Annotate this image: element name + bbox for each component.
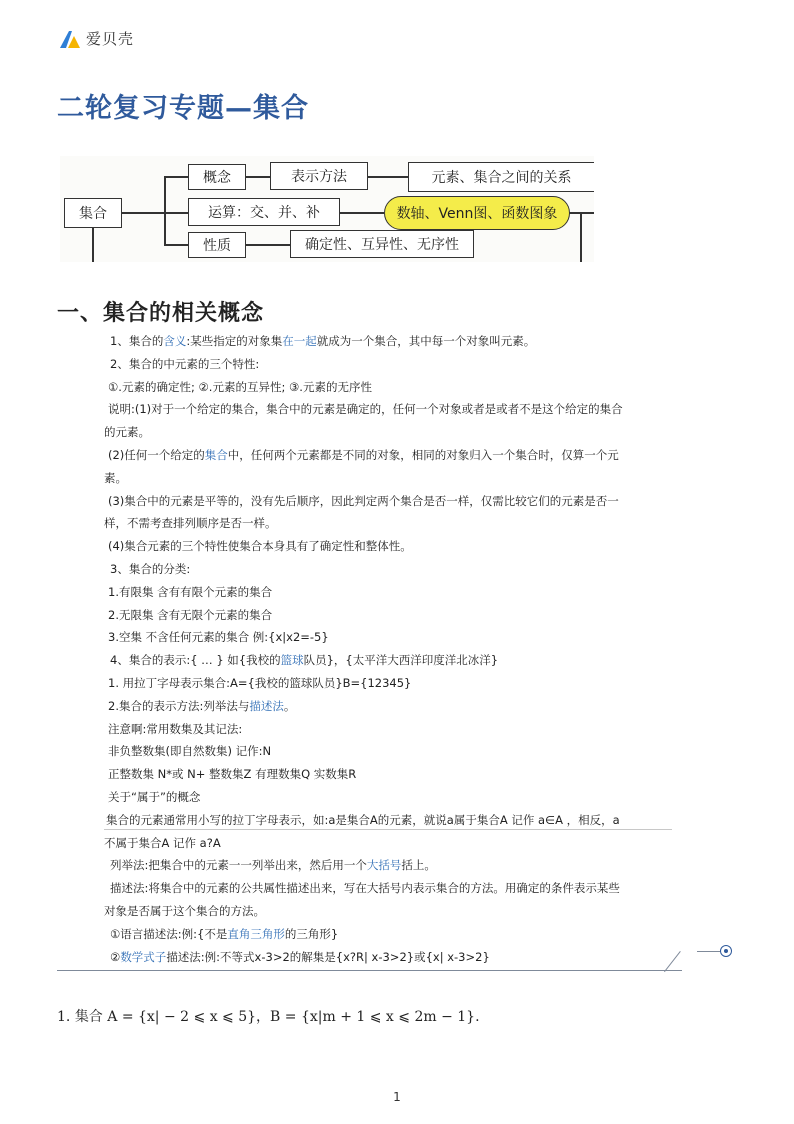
- diagram-connector: [92, 228, 94, 262]
- body-text: 1、集合的: [110, 334, 164, 348]
- diagram-connector: [368, 176, 408, 178]
- footer-rule-top: [697, 951, 722, 952]
- body-text: 注意啊:常用数集及其记法:: [108, 721, 243, 736]
- body-line: [104, 854, 674, 877]
- concept-diagram: [60, 156, 594, 262]
- body-line: [104, 786, 674, 809]
- body-line: [104, 672, 674, 695]
- body-line: [104, 923, 674, 946]
- diagram-connector: [340, 212, 384, 214]
- page-title: 二轮复习专题—集合: [57, 93, 309, 124]
- diagram-concept-box: 概念: [188, 164, 246, 190]
- diagram-connector: [164, 176, 188, 178]
- body-text: 2.集合的表示方法:列举法与: [108, 698, 250, 713]
- body-text: 样，不需考查排列顺序是否一样。: [104, 516, 277, 531]
- body-line: [104, 718, 674, 741]
- diagram-representation-box: 表示方法: [270, 162, 368, 190]
- section-body: [104, 330, 674, 968]
- body-text: 1.有限集 含有有限个元素的集合: [108, 584, 273, 599]
- diagram-connector: [580, 212, 582, 262]
- body-link[interactable]: 在一起: [282, 334, 317, 348]
- body-line: [104, 421, 674, 444]
- body-text: 集合的元素通常用小写的拉丁字母表示，如:a是集合A的元素，就说a属于集合A 记作 a∈A ，相反，a: [106, 812, 620, 827]
- brand-name: 爱贝壳: [86, 30, 135, 48]
- body-text: ①.元素的确定性; ②.元素的互异性; ③.元素的无序性: [108, 379, 372, 394]
- footer-rule: [57, 970, 682, 971]
- body-text: 2、集合的中元素的三个特性:: [110, 356, 260, 371]
- body-line: [104, 626, 674, 649]
- diagram-connector: [246, 176, 270, 178]
- brand-logo: [58, 28, 134, 49]
- diagram-connector: [569, 212, 594, 214]
- body-line: [104, 535, 674, 558]
- page-number: 1: [393, 1090, 401, 1104]
- body-link[interactable]: 直角三角形: [227, 926, 285, 941]
- body-line: [104, 581, 674, 604]
- body-text: ②: [110, 949, 121, 964]
- body-line: [104, 467, 674, 490]
- section-heading: 一、集合的相关概念: [57, 301, 265, 326]
- body-text: 列举法:把集合中的元素一一列举出来，然后用一个: [110, 858, 367, 873]
- body-text: (4)集合元素的三个特性使集合本身具有了确定性和整体性。: [108, 539, 412, 554]
- diagram-connector: [246, 244, 290, 246]
- body-line: [104, 444, 674, 467]
- diagram-root-box: 集合: [64, 198, 122, 228]
- body-text: 正整数集 N*或 N+ 整数集Z 有理数集Q 实数集R: [108, 767, 357, 782]
- body-text: 2.无限集 含有无限个元素的集合: [108, 607, 273, 622]
- question-1: [57, 1006, 480, 1026]
- body-text: 对象是否属于这个集合的方法。: [104, 903, 265, 918]
- body-text: 说明:(1)对于一个给定的集合，集合中的元素是确定的，任何一个对象或者是或者不是这个给定的集合: [108, 402, 623, 417]
- body-line: [104, 490, 674, 513]
- body-text: 队员}，{太平洋大西洋印度洋北冰洋}: [303, 653, 499, 668]
- diagram-operations-box: 运算：交、并、补: [188, 198, 340, 226]
- body-line: [104, 558, 674, 581]
- body-link[interactable]: 数学式子: [120, 949, 167, 964]
- body-text: 非负整数集(即自然数集) 记作:N: [108, 744, 272, 759]
- body-text: 。: [283, 698, 296, 713]
- diagram-connector: [164, 212, 188, 214]
- body-line: [104, 376, 674, 399]
- body-line: [104, 832, 674, 855]
- body-line: [104, 877, 674, 900]
- body-text: 3、集合的分类:: [110, 561, 191, 576]
- text-underline-rule: [104, 829, 672, 830]
- body-text: 不属于集合A 记作 a?A: [104, 835, 221, 850]
- body-text: 的三角形}: [284, 926, 339, 941]
- body-line: [104, 398, 674, 421]
- body-text: 括上。: [401, 858, 436, 873]
- body-text: 就成为一个集合，其中每一个对象叫元素。: [316, 334, 536, 348]
- body-line: [104, 946, 674, 969]
- body-text: ①语言描述法:例:{不是: [110, 926, 228, 941]
- body-text: :某些指定的对象集: [186, 334, 283, 348]
- body-link[interactable]: 含义: [163, 334, 187, 348]
- diagram-traits-box: 确定性、互异性、无序性: [290, 230, 474, 258]
- body-line: [104, 649, 674, 672]
- body-link[interactable]: 大括号: [366, 858, 402, 873]
- body-text: 3.空集 不含任何元素的集合 例:{x|x2=-5}: [108, 630, 329, 645]
- body-link[interactable]: 描述法: [249, 698, 284, 713]
- body-line: [104, 695, 674, 718]
- body-text: 4、集合的表示:{ … } 如{我校的: [110, 653, 281, 668]
- body-link[interactable]: 篮球: [280, 653, 304, 668]
- diagram-connector: [164, 176, 166, 244]
- diagram-connector: [164, 244, 188, 246]
- body-text: 1. 用拉丁字母表示集合:A={我校的篮球队员}B={12345}: [108, 675, 412, 690]
- body-text: 描述法:将集合中的元素的公共属性描述出来，写在大括号内表示集合的方法。用确定的条件表示某些: [110, 881, 620, 896]
- body-text: 描述法:例:不等式x-3>2的解集是{x?R| x-3>2}或{x| x-3>2}: [166, 949, 490, 964]
- body-line: [104, 353, 674, 376]
- diagram-property-box: 性质: [188, 232, 246, 258]
- diagram-graph-ellipse: 数轴、Venn图、函数图象: [384, 196, 570, 230]
- brand-mark-icon: [58, 29, 82, 49]
- diagram-relations-box: 元素、集合之间的关系: [408, 162, 594, 192]
- body-text: 中，任何两个元素都是不同的对象，相同的对象归入一个集合时，仅算一个元: [227, 447, 619, 462]
- body-line: [104, 604, 674, 627]
- body-line: [104, 740, 674, 763]
- body-link[interactable]: 集合: [204, 447, 228, 462]
- question-number: 1.: [57, 1009, 71, 1025]
- body-line: [104, 330, 674, 353]
- body-text: (2)任何一个给定的: [108, 447, 205, 462]
- body-text: 关于“属于”的概念: [108, 789, 201, 804]
- body-text: 的元素。: [104, 425, 150, 440]
- body-line: [104, 763, 674, 786]
- question-text: 集合 A = {x| − 2 ⩽ x ⩽ 5}，B = {x|m + 1 ⩽ x ⩽ 2m − 1}.: [74, 1009, 480, 1025]
- body-text: (3)集合中的元素是平等的，没有先后顺序，因此判定两个集合是否一样，仅需比较它们的元素是否一: [108, 493, 619, 508]
- body-line: [104, 900, 674, 923]
- footer-dot-icon: [720, 945, 732, 957]
- body-text: 素。: [104, 470, 127, 485]
- body-line: [104, 512, 674, 535]
